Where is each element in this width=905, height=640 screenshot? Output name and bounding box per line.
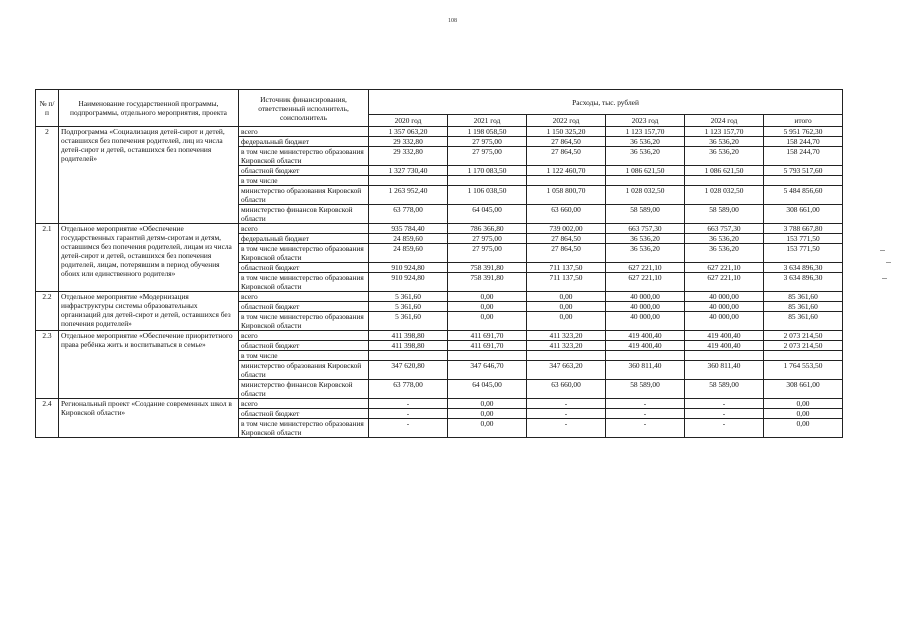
year-value: 1 122 460,70 — [527, 166, 606, 176]
year-value: 40 000,00 — [685, 292, 764, 302]
year-value: 0,00 — [448, 312, 527, 331]
year-value: 0,00 — [448, 409, 527, 419]
funding-source: в том числе министерство образования Кировской области — [239, 147, 369, 166]
year-value: 0,00 — [527, 292, 606, 302]
year-value: 29 332,80 — [369, 137, 448, 147]
total-value: 2 073 214,50 — [764, 331, 843, 341]
year-value: 27 975,00 — [448, 137, 527, 147]
year-value: 5 361,60 — [369, 312, 448, 331]
table-row — [36, 127, 843, 137]
funding-source: министерство финансов Кировской области — [239, 205, 369, 224]
year-value: 411 398,80 — [369, 341, 448, 351]
year-value: 419 400,40 — [606, 331, 685, 341]
year-value: 411 691,70 — [448, 331, 527, 341]
funding-source: всего — [239, 399, 369, 409]
funding-source: областной бюджет — [239, 409, 369, 419]
total-value: 5 951 762,30 — [764, 127, 843, 137]
header-year: 2022 год — [527, 115, 606, 127]
row-number: 2 — [36, 127, 59, 224]
funding-source: в том числе — [239, 176, 369, 186]
total-value: 3 634 896,30 — [764, 273, 843, 292]
year-value: 1 086 621,50 — [685, 166, 764, 176]
year-value: 63 778,00 — [369, 205, 448, 224]
year-value: 40 000,00 — [685, 312, 764, 331]
funding-source: всего — [239, 224, 369, 234]
header-total: итого — [764, 115, 843, 127]
year-value: 1 198 058,50 — [448, 127, 527, 137]
year-value: 27 975,00 — [448, 244, 527, 263]
year-value: 0,00 — [527, 302, 606, 312]
year-value — [685, 351, 764, 361]
year-value: 758 391,80 — [448, 263, 527, 273]
year-value: 27 864,50 — [527, 244, 606, 263]
year-value: 58 589,00 — [606, 380, 685, 399]
year-value: 786 366,80 — [448, 224, 527, 234]
table-row — [36, 292, 843, 302]
year-value — [606, 176, 685, 186]
total-value: 5 793 517,60 — [764, 166, 843, 176]
year-value: 627 221,10 — [685, 273, 764, 292]
program-name: Отдельное мероприятие «Обеспечение государственных гарантий детям-сиротам и детям, оставшимся без попечения родителей, лицам из числа детей-сирот и детей, оставшихся без попечения родителей, лицам, потерявшим в период обучения обоих или единственного родителя» — [59, 224, 239, 292]
year-value: 419 400,40 — [685, 341, 764, 351]
year-value: 63 660,00 — [527, 380, 606, 399]
table-row — [36, 224, 843, 234]
year-value: 58 589,00 — [685, 380, 764, 399]
funding-source: федеральный бюджет — [239, 234, 369, 244]
year-value: 5 361,60 — [369, 292, 448, 302]
year-value: 1 150 325,20 — [527, 127, 606, 137]
year-value — [685, 176, 764, 186]
year-value: 27 975,00 — [448, 234, 527, 244]
header-year: 2021 год — [448, 115, 527, 127]
year-value: 711 137,50 — [527, 263, 606, 273]
year-value: 1 123 157,70 — [685, 127, 764, 137]
year-value: 1 123 157,70 — [606, 127, 685, 137]
year-value: 1 106 038,50 — [448, 186, 527, 205]
year-value: - — [527, 399, 606, 409]
year-value: 36 536,20 — [606, 234, 685, 244]
total-value: 0,00 — [764, 399, 843, 409]
total-value: 85 361,60 — [764, 302, 843, 312]
header-expenses: Расходы, тыс. рублей — [369, 90, 843, 115]
page-number: 108 — [448, 18, 457, 24]
funding-source: в том числе министерство образования Кировской области — [239, 312, 369, 331]
year-value: 411 691,70 — [448, 341, 527, 351]
year-value: 36 536,20 — [685, 244, 764, 263]
total-value: 2 073 214,50 — [764, 341, 843, 351]
year-value — [527, 176, 606, 186]
year-value: 0,00 — [448, 399, 527, 409]
margin-mark — [880, 250, 885, 251]
table-body — [36, 127, 843, 438]
funding-source: министерство образования Кировской области — [239, 361, 369, 380]
year-value: 411 398,80 — [369, 331, 448, 341]
year-value: 0,00 — [448, 419, 527, 438]
year-value: 347 620,80 — [369, 361, 448, 380]
expenses-table — [35, 89, 843, 438]
total-value: 85 361,60 — [764, 312, 843, 331]
year-value: - — [685, 409, 764, 419]
year-value: 1 028 032,50 — [685, 186, 764, 205]
year-value — [369, 176, 448, 186]
year-value: - — [527, 419, 606, 438]
year-value — [448, 351, 527, 361]
total-value: 308 661,00 — [764, 380, 843, 399]
program-name: Региональный проект «Создание современных школ в Кировской области» — [59, 399, 239, 438]
total-value: 3 788 667,80 — [764, 224, 843, 234]
year-value: 910 924,80 — [369, 263, 448, 273]
row-number: 2.1 — [36, 224, 59, 292]
year-value: 36 536,20 — [606, 147, 685, 166]
year-value: 360 811,40 — [606, 361, 685, 380]
total-value: 1 764 553,50 — [764, 361, 843, 380]
year-value: 63 778,00 — [369, 380, 448, 399]
year-value: - — [606, 419, 685, 438]
year-value: 36 536,20 — [606, 244, 685, 263]
year-value: 27 864,50 — [527, 137, 606, 147]
total-value: 0,00 — [764, 409, 843, 419]
year-value: - — [685, 419, 764, 438]
year-value: 36 536,20 — [685, 147, 764, 166]
year-value: 711 137,50 — [527, 273, 606, 292]
year-value: 64 045,00 — [448, 380, 527, 399]
year-value: 935 784,40 — [369, 224, 448, 234]
year-value: 758 391,80 — [448, 273, 527, 292]
year-value: 27 864,50 — [527, 234, 606, 244]
year-value: 663 757,30 — [606, 224, 685, 234]
margin-mark — [886, 262, 891, 263]
year-value: - — [369, 409, 448, 419]
year-value: 40 000,00 — [606, 302, 685, 312]
year-value: 419 400,40 — [606, 341, 685, 351]
total-value: 3 634 896,30 — [764, 263, 843, 273]
year-value: 663 757,30 — [685, 224, 764, 234]
program-name: Подпрограмма «Социализация детей-сирот и детей, оставшихся без попечения родителей, лиц из числа детей-сирот и детей, оставшихся без попечения родителей» — [59, 127, 239, 224]
year-value: 739 002,00 — [527, 224, 606, 234]
year-value: 1 357 063,20 — [369, 127, 448, 137]
year-value: 1 263 952,40 — [369, 186, 448, 205]
year-value: 27 864,50 — [527, 147, 606, 166]
year-value: 627 221,10 — [606, 273, 685, 292]
year-value: 58 589,00 — [606, 205, 685, 224]
funding-source: в том числе министерство образования Кировской области — [239, 273, 369, 292]
year-value: 64 045,00 — [448, 205, 527, 224]
funding-source: всего — [239, 292, 369, 302]
year-value: 627 221,10 — [685, 263, 764, 273]
year-value: 0,00 — [448, 292, 527, 302]
year-value: 347 663,20 — [527, 361, 606, 380]
funding-source: областной бюджет — [239, 302, 369, 312]
table-row — [36, 399, 843, 409]
row-number: 2.3 — [36, 331, 59, 399]
year-value — [606, 351, 685, 361]
year-value: 36 536,20 — [685, 137, 764, 147]
year-value: 58 589,00 — [685, 205, 764, 224]
year-value: 5 361,60 — [369, 302, 448, 312]
year-value: 24 859,60 — [369, 234, 448, 244]
year-value — [448, 176, 527, 186]
header-year: 2020 год — [369, 115, 448, 127]
year-value: 0,00 — [448, 302, 527, 312]
total-value — [764, 351, 843, 361]
year-value: 40 000,00 — [685, 302, 764, 312]
funding-source: областной бюджет — [239, 263, 369, 273]
program-name: Отдельное мероприятие «Обеспечение приоритетного права ребёнка жить и воспитываться в семье» — [59, 331, 239, 399]
year-value: 419 400,40 — [685, 331, 764, 341]
total-value: 153 771,50 — [764, 244, 843, 263]
margin-mark — [882, 278, 887, 279]
funding-source: областной бюджет — [239, 341, 369, 351]
year-value: - — [369, 399, 448, 409]
year-value: 1 058 800,70 — [527, 186, 606, 205]
header-source: Источник финансирования, ответственный исполнитель, соисполнитель — [239, 90, 369, 127]
year-value: 411 323,20 — [527, 331, 606, 341]
year-value: 40 000,00 — [606, 292, 685, 302]
header-year: 2024 год — [685, 115, 764, 127]
year-value: 0,00 — [527, 312, 606, 331]
year-value: 411 323,20 — [527, 341, 606, 351]
funding-source: федеральный бюджет — [239, 137, 369, 147]
year-value: - — [685, 399, 764, 409]
total-value: 5 484 856,60 — [764, 186, 843, 205]
total-value: 308 661,00 — [764, 205, 843, 224]
row-number: 2.2 — [36, 292, 59, 331]
funding-source: министерство образования Кировской области — [239, 186, 369, 205]
year-value: 24 859,60 — [369, 244, 448, 263]
program-name: Отдельное мероприятие «Модернизация инфраструктуры системы образовательных организаций для детей-сирот и детей, оставшихся без попечения родителей» — [59, 292, 239, 331]
year-value — [527, 351, 606, 361]
year-value: 29 332,80 — [369, 147, 448, 166]
header-num: № п/п — [36, 90, 59, 127]
year-value: 1 170 083,50 — [448, 166, 527, 176]
year-value: - — [527, 409, 606, 419]
funding-source: в том числе министерство образования Кировской области — [239, 244, 369, 263]
expenses-table-container — [35, 89, 842, 438]
header-name: Наименование государственной программы, подпрограммы, отдельного мероприятия, проекта — [59, 90, 239, 127]
year-value: - — [606, 399, 685, 409]
year-value: - — [369, 419, 448, 438]
year-value: 36 536,20 — [685, 234, 764, 244]
year-value: 360 811,40 — [685, 361, 764, 380]
year-value — [369, 351, 448, 361]
year-value: 36 536,20 — [606, 137, 685, 147]
funding-source: в том числе — [239, 351, 369, 361]
total-value: 158 244,70 — [764, 137, 843, 147]
year-value: 910 924,80 — [369, 273, 448, 292]
funding-source: всего — [239, 127, 369, 137]
total-value: 85 361,60 — [764, 292, 843, 302]
total-value: 158 244,70 — [764, 147, 843, 166]
funding-source: всего — [239, 331, 369, 341]
year-value: 27 975,00 — [448, 147, 527, 166]
year-value: 1 086 621,50 — [606, 166, 685, 176]
year-value: 1 327 730,40 — [369, 166, 448, 176]
funding-source: министерство финансов Кировской области — [239, 380, 369, 399]
header-year: 2023 год — [606, 115, 685, 127]
year-value: - — [606, 409, 685, 419]
total-value: 153 771,50 — [764, 234, 843, 244]
year-value: 347 646,70 — [448, 361, 527, 380]
year-value: 1 028 032,50 — [606, 186, 685, 205]
row-number: 2.4 — [36, 399, 59, 438]
total-value — [764, 176, 843, 186]
funding-source: в том числе министерство образования Кировской области — [239, 419, 369, 438]
table-row — [36, 331, 843, 341]
year-value: 40 000,00 — [606, 312, 685, 331]
year-value: 63 660,00 — [527, 205, 606, 224]
total-value: 0,00 — [764, 419, 843, 438]
funding-source: областной бюджет — [239, 166, 369, 176]
year-value: 627 221,10 — [606, 263, 685, 273]
